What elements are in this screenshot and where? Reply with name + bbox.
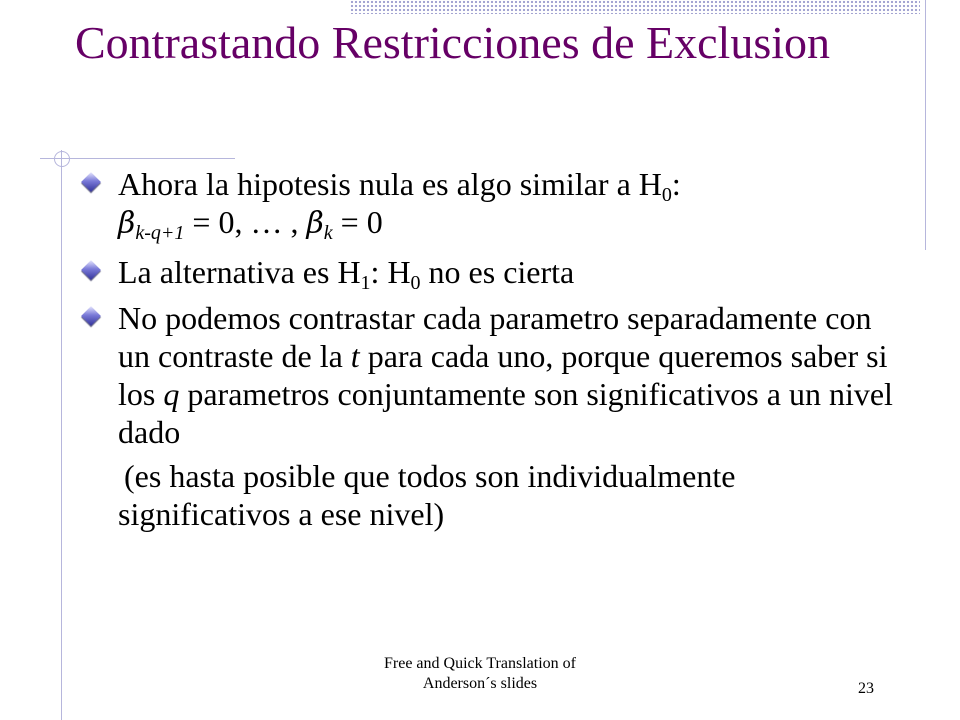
- circle-ornament-icon: [54, 151, 70, 167]
- note-paragraph: (es hasta posible que todos son individualmente significativos a ese nivel): [118, 458, 736, 532]
- page-number: 23: [858, 680, 874, 697]
- bullet-null-hypothesis: Ahora la hipotesis nula es algo similar a $H_0$: $\beta_{k-q+1} = 0$, … , $\beta_k = 0$: [80, 165, 900, 243]
- footer-credit: Free and Quick Translation of Anderson´s slides: [384, 655, 576, 692]
- diamond-bullet-icon: [81, 260, 101, 280]
- vertical-line-right-decoration: [925, 0, 926, 250]
- dotted-band-decoration: [350, 0, 920, 14]
- diamond-bullet-icon: [81, 172, 101, 192]
- bullet-joint-test: No podemos contrastar cada parametro separadamente con un contraste de la t para cada uno, porque queremos saber si los q parametros conjuntamente son significativos a un nivel dado: [80, 299, 900, 451]
- slide-title: Contrastando Restricciones de Exclusion: [75, 17, 831, 68]
- diamond-bullet-icon: [81, 306, 101, 326]
- vertical-line-left-decoration: [61, 150, 62, 720]
- slide-body: [80, 165, 900, 533]
- bullet-alternative-hypothesis: La alternativa es $H_1$: $H_0$ no es cierta: [80, 253, 900, 291]
